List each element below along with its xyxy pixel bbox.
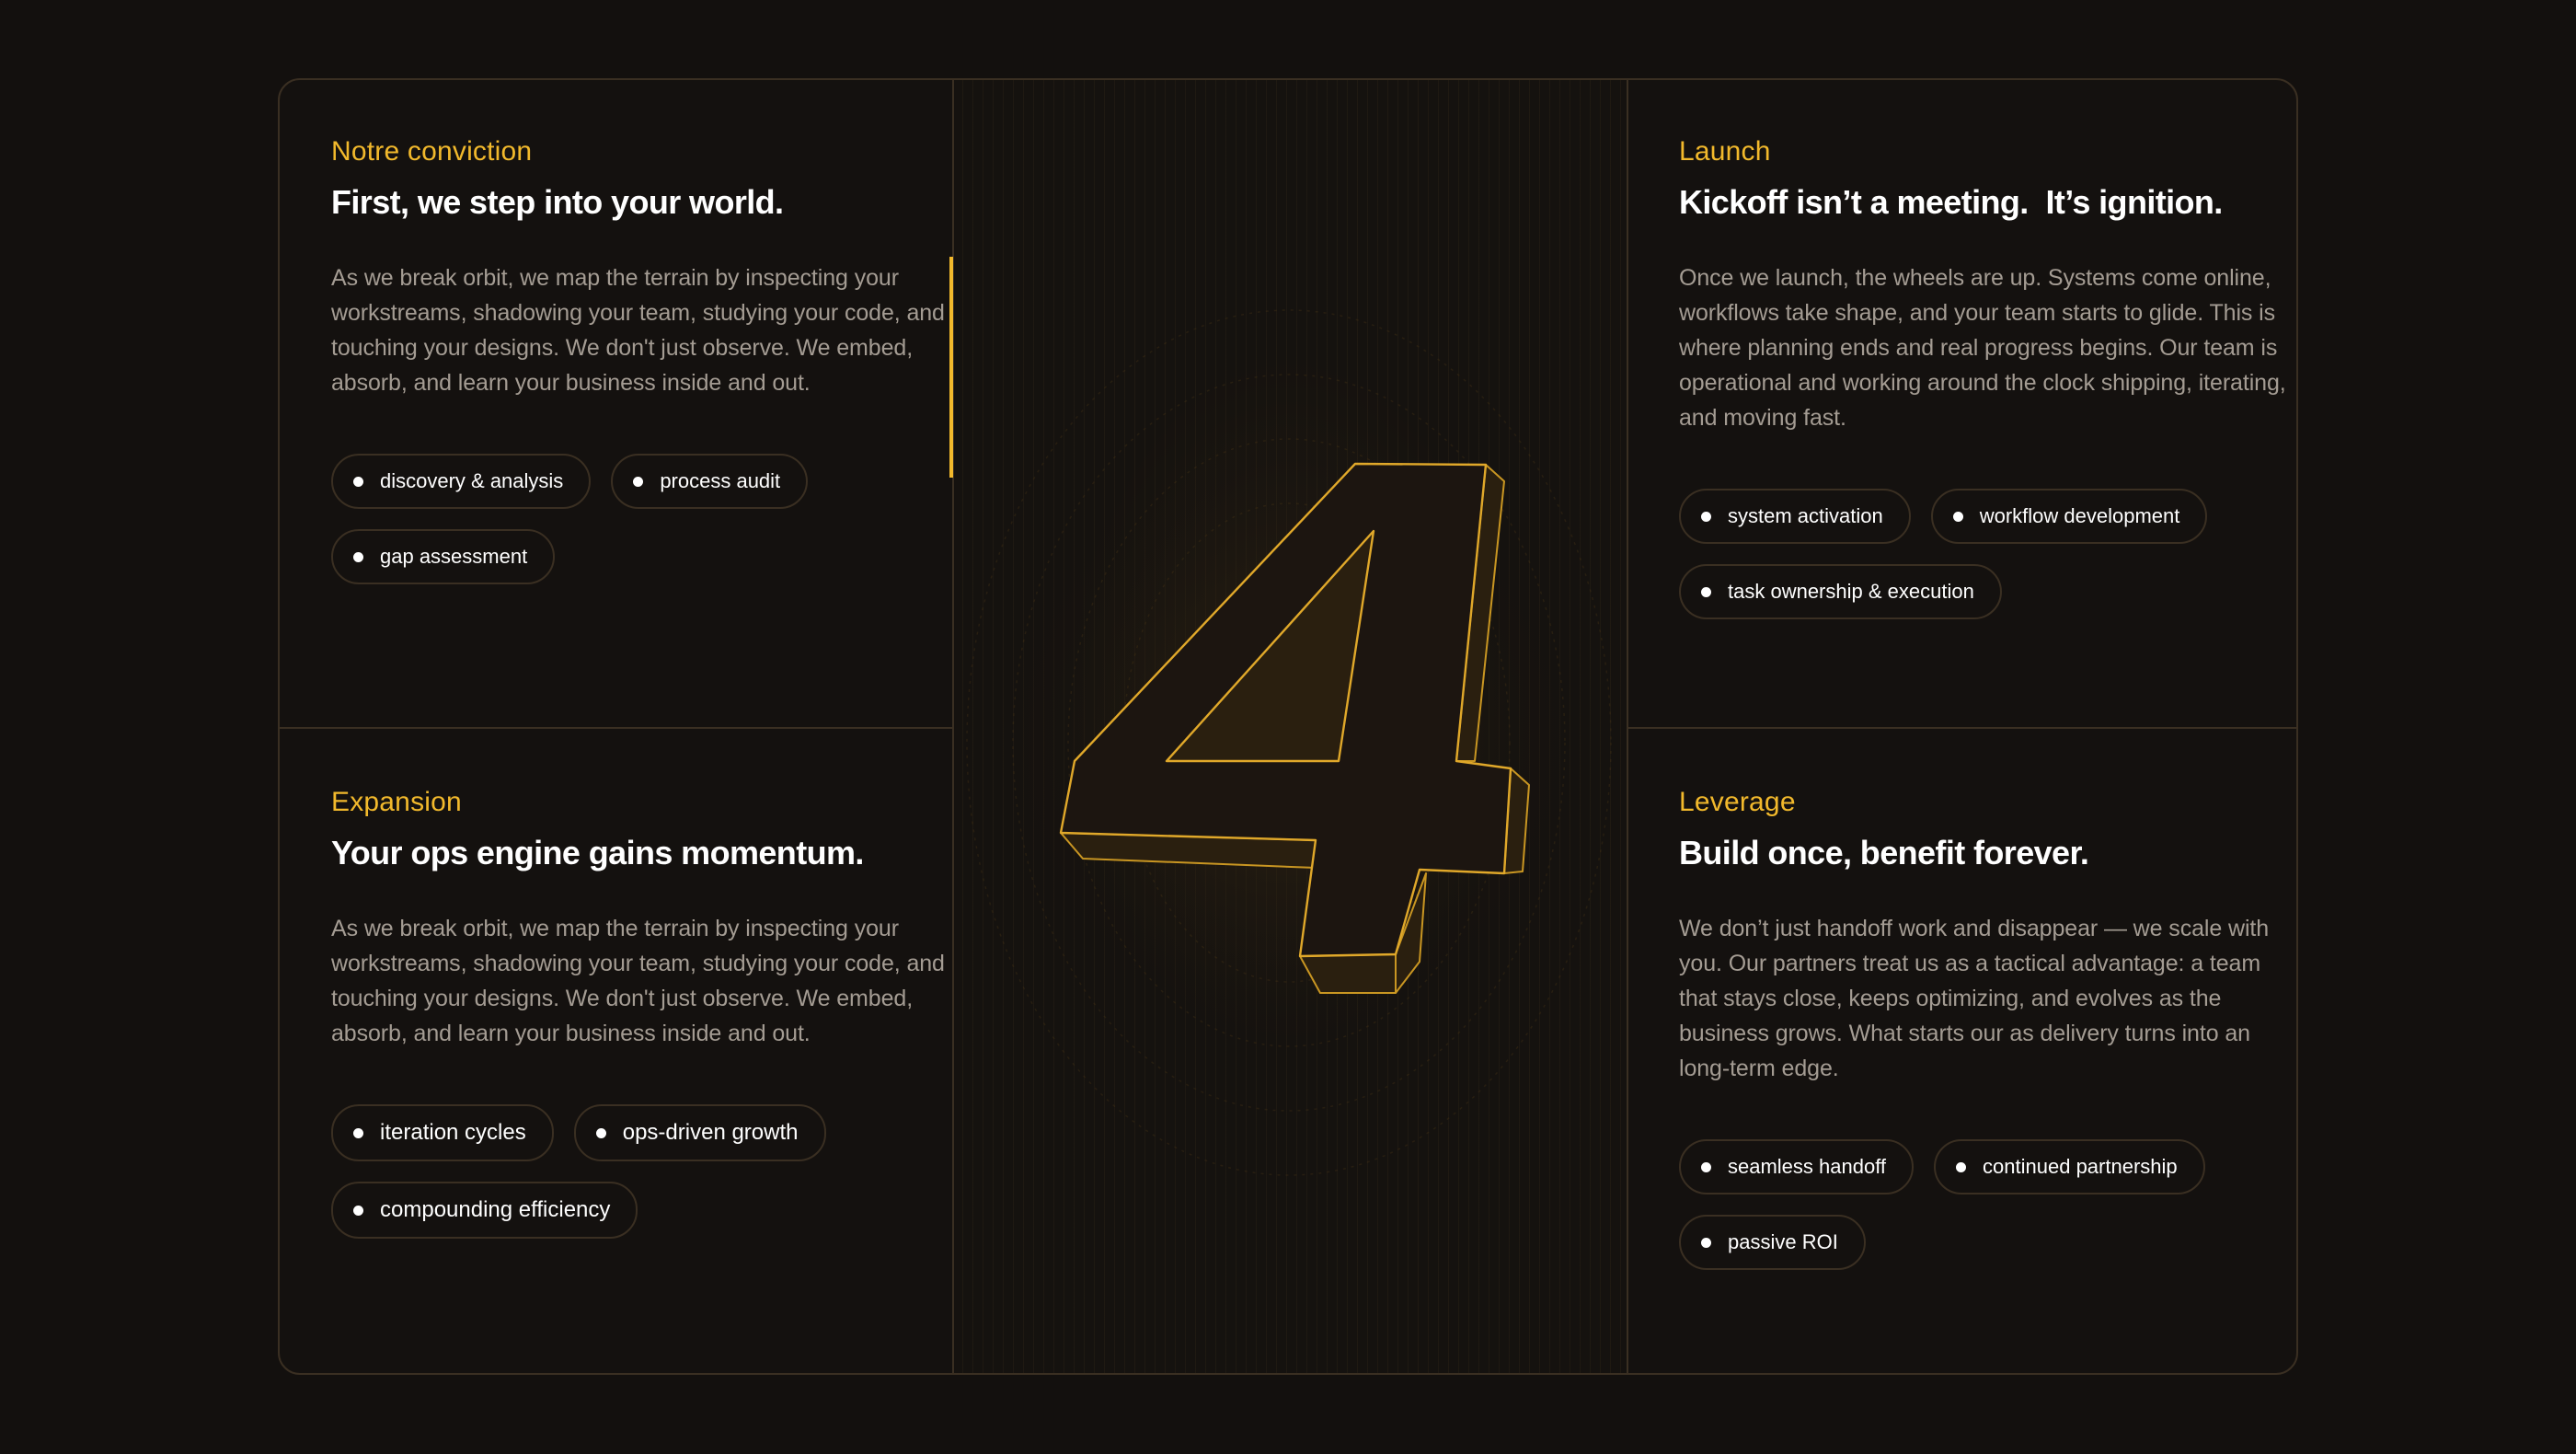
step-notre-conviction bbox=[331, 133, 949, 584]
step-eyebrow: Expansion bbox=[331, 787, 462, 817]
tag-chip[interactable] bbox=[331, 1182, 638, 1239]
step-expansion bbox=[331, 784, 949, 1239]
step-eyebrow: Launch bbox=[1679, 136, 1771, 167]
tag-chip[interactable] bbox=[331, 529, 555, 584]
tag-list bbox=[1679, 489, 2268, 619]
bullet-dot-icon bbox=[633, 477, 643, 487]
tag-list bbox=[1679, 1139, 2268, 1270]
step-description: As we break orbit, we map the terrain by inspecting your workstreams, shadowing your team, studying your code, and touching your designs. We don't just observe. We embed, absorb, and learn your business inside and out. bbox=[331, 916, 945, 1046]
tag-chip[interactable] bbox=[331, 454, 591, 509]
bullet-dot-icon bbox=[353, 477, 363, 487]
step-title: First, we step into your world. bbox=[331, 183, 784, 221]
tag-label: compounding efficiency bbox=[380, 1197, 611, 1222]
tag-label: ops-driven growth bbox=[622, 1120, 799, 1145]
tag-label: system activation bbox=[1728, 504, 1883, 527]
bullet-dot-icon bbox=[353, 1128, 363, 1138]
tag-chip[interactable] bbox=[331, 1104, 554, 1161]
step-description: As we break orbit, we map the terrain by inspecting your workstreams, shadowing your team, studying your code, and touching your designs. We don't just observe. We embed, absorb, and learn your business inside and out. bbox=[331, 265, 945, 396]
tag-chip[interactable] bbox=[1931, 489, 2208, 544]
bullet-dot-icon bbox=[1701, 1238, 1711, 1248]
bullet-dot-icon bbox=[1953, 512, 1963, 522]
tag-chip[interactable] bbox=[1934, 1139, 2205, 1194]
tag-chip[interactable] bbox=[1679, 1215, 1866, 1270]
step-leverage bbox=[1679, 784, 2297, 1270]
tag-label: passive ROI bbox=[1728, 1230, 1838, 1253]
step-title: Build once, benefit forever. bbox=[1679, 834, 2089, 871]
divider-left-horizontal bbox=[280, 727, 952, 729]
bullet-dot-icon bbox=[1701, 1162, 1711, 1172]
tag-label: continued partnership bbox=[1983, 1155, 2178, 1178]
active-step-indicator bbox=[949, 257, 953, 478]
tag-list bbox=[331, 454, 920, 584]
tag-chip[interactable] bbox=[574, 1104, 826, 1161]
bullet-dot-icon bbox=[353, 552, 363, 562]
tag-chip[interactable] bbox=[1679, 564, 2002, 619]
bullet-dot-icon bbox=[1701, 512, 1711, 522]
bullet-dot-icon bbox=[1956, 1162, 1966, 1172]
step-eyebrow: Notre conviction bbox=[331, 136, 533, 167]
step-eyebrow: Leverage bbox=[1679, 787, 1796, 817]
tag-label: process audit bbox=[660, 469, 781, 492]
step-description: Once we launch, the wheels are up. Systems come online, workflows take shape, and your team starts to glide. This is where planning ends and real progress begins. Our team is operational and working around the clock shipping, iterating, and moving fast. bbox=[1679, 265, 2286, 431]
tag-label: gap assessment bbox=[380, 545, 528, 568]
center-visual bbox=[952, 80, 1627, 1373]
tag-label: task ownership & execution bbox=[1728, 580, 1974, 603]
step-title: Your ops engine gains momentum. bbox=[331, 834, 864, 871]
bullet-dot-icon bbox=[596, 1128, 606, 1138]
process-card bbox=[278, 78, 2298, 1375]
tag-label: iteration cycles bbox=[380, 1120, 526, 1145]
tag-chip[interactable] bbox=[1679, 489, 1911, 544]
step-description: We don’t just handoff work and disappear — we scale with you. Our partners treat us as a tactical advantage: a team that stays close, keeps optimizing, and evolves as the business grows. What starts our as delivery turns into an long-term edge. bbox=[1679, 916, 2270, 1081]
tag-chip[interactable] bbox=[611, 454, 808, 509]
step-launch bbox=[1679, 133, 2297, 619]
tag-label: discovery & analysis bbox=[380, 469, 564, 492]
bullet-dot-icon bbox=[353, 1206, 363, 1216]
tag-list bbox=[331, 1104, 920, 1239]
divider-right-horizontal bbox=[1627, 727, 2298, 729]
tag-chip[interactable] bbox=[1679, 1139, 1914, 1194]
tag-label: workflow development bbox=[1979, 504, 2180, 527]
step-title: Kickoff isn’t a meeting. It’s ignition. bbox=[1679, 183, 2223, 221]
tag-label: seamless handoff bbox=[1728, 1155, 1887, 1178]
bullet-dot-icon bbox=[1701, 587, 1711, 597]
numeral-four-graphic bbox=[952, 80, 1627, 1375]
